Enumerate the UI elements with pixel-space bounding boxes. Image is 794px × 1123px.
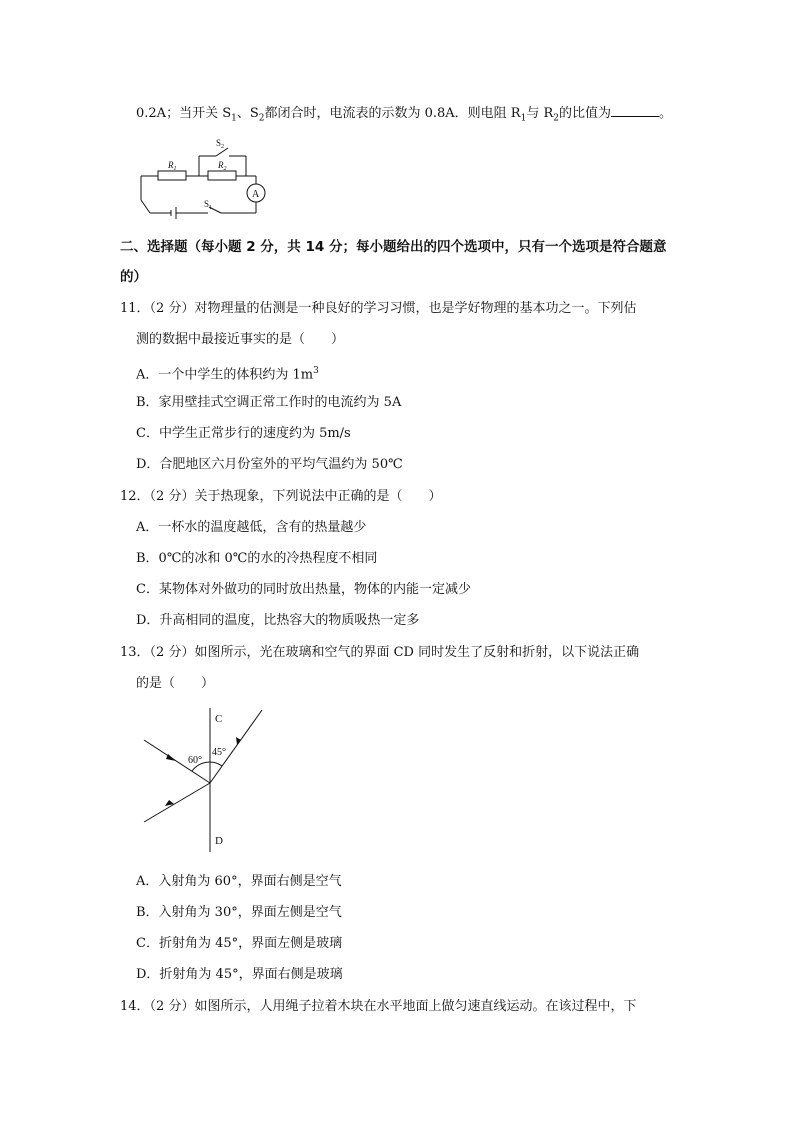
angle-label-60: 60° [188,755,202,766]
intro-text-a: 0.2A；当开关 S [136,106,232,121]
intro-line [136,104,672,128]
q13-option-b: B．入射角为 30°，界面左侧是空气 [136,905,342,920]
q12-option-a: A．一杯水的温度越低，含有的热量越少 [136,520,367,535]
label-r1: $R_1$ [168,160,177,172]
label-s2: $S_2$ [216,138,225,150]
q14-stem-line1: 14．（2 分）如图所示，人用绳子拉着木块在水平地面上做匀速直线运动。在该过程中，下 [120,999,637,1014]
q13-stem-line1: 13．（2 分）如图所示，光在玻璃和空气的界面 CD 同时发生了反射和折射，以下说法正确 [120,645,640,660]
incident-ray [144,783,210,822]
q12-option-d: D．升高相同的温度，比热容大的物质吸热一定多 [136,613,420,628]
q12-option-b: B．0℃的冰和 0℃的水的冷热程度不相同 [136,551,378,566]
q11-option-b: B．家用壁挂式空调正常工作时的电流约为 5A [136,395,402,410]
answer-blank [611,104,659,117]
label-s1: $S_1$ [204,199,213,211]
angle-label-45: 45° [212,747,226,758]
refraction-diagram [140,700,290,860]
intro-s2-sub: 2 [258,113,265,124]
q12-option-c: C．某物体对外做功的同时放出热量，物体的内能一定减少 [136,582,471,597]
angle-arc-right [210,762,222,766]
resistor-r2 [208,171,236,180]
q13-option-d: D．折射角为 45°，界面右侧是玻璃 [136,967,343,982]
q13-option-a: A．入射角为 60°，界面右侧是空气 [136,874,342,889]
label-ammeter: A [252,189,260,200]
resistor-r1 [158,171,186,180]
q13-option-c: C．折射角为 45°，界面左侧是玻璃 [136,936,343,951]
label-c: C [215,713,223,725]
q11-option-a: A．一个中学生的体积约为 $1m^3$ [136,366,319,383]
intro-text-e: 的比值为 [559,106,612,121]
circuit-diagram [136,138,276,218]
section-heading-line1: 二、选择题（每小题 2 分，共 14 分；每小题给出的四个选项中，只有一个选项是符合题意 [120,239,667,255]
q12-stem: 12．（2 分）关于热现象，下列说法中正确的是（ ） [120,489,442,504]
intro-text-c: 都闭合时，电流表的示数为 0.8A．则电阻 R [264,106,521,121]
intro-text-end: 。 [659,106,673,121]
label-d: D [215,835,223,847]
label-r2: $R_2$ [218,160,227,172]
q11-option-c: C．中学生正常步行的速度约为 5m/s [136,426,351,441]
q11-stem-line2: 测的数据中最接近事实的是（ ） [136,332,345,347]
intro-s1-sub: 1 [231,113,237,124]
intro-text-b: 、S [236,106,259,121]
q13-stem-line2: 的是（ ） [136,676,215,691]
section-heading-line2: 的） [120,269,147,285]
q11-option-d: D．合肥地区六月份室外的平均气温约为 50℃ [136,457,403,472]
intro-r2-sub: 2 [553,113,559,124]
q11-stem-line1: 11．（2 分）对物理量的估测是一种良好的学习习惯，也是学好物理的基本功之一。下列估 [120,301,637,316]
intro-r1-sub: 1 [520,113,527,124]
intro-text-d: 与 R [526,106,554,121]
